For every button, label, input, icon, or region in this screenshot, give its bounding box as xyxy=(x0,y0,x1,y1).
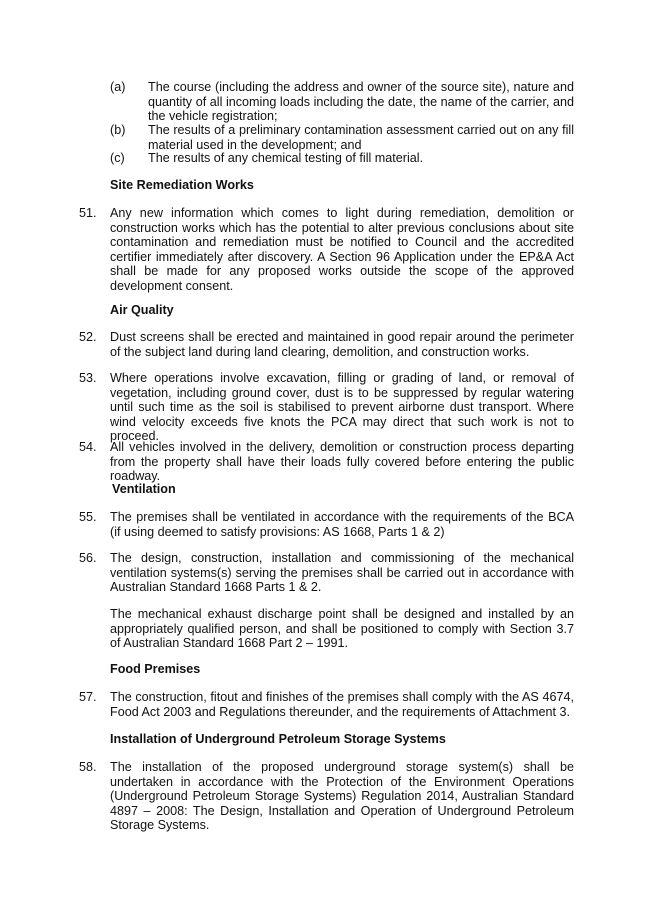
condition-number-57: 57. xyxy=(79,690,97,704)
condition-number-55: 55. xyxy=(79,510,97,524)
condition-number-58: 58. xyxy=(79,760,97,774)
heading-food-premises: Food Premises xyxy=(110,662,201,676)
sublist-label-c: (c) xyxy=(110,151,125,165)
condition-52-text: Dust screens shall be erected and maintained in good repair around the perimeter of the subject land during land clearing, demolition, and construction works. xyxy=(110,330,574,359)
condition-55-text: The premises shall be ventilated in accordance with the requirements of the BCA (if using deemed to satisfy provisions: AS 1668, Parts 1 & 2) xyxy=(110,510,574,539)
heading-ventilation: Ventilation xyxy=(112,482,176,496)
sublist-item-b: The results of a preliminary contamination assessment carried out on any fill material used in the development; and xyxy=(148,123,574,152)
sublist-item-c: The results of any chemical testing of fill material. xyxy=(148,151,424,165)
heading-air-quality: Air Quality xyxy=(110,303,174,317)
condition-53-text: Where operations involve excavation, filling or grading of land, or removal of vegetation, including ground cover, dust is to be suppressed by regular watering until such time as the soil is stabilised to prevent airborne dust transport. Where wind velocity exceeds five knots the PCA may direct that such work is not to proceed. xyxy=(110,371,574,444)
condition-number-51: 51. xyxy=(79,206,97,220)
condition-56-text: The design, construction, installation and commissioning of the mechanical ventilation systems(s) serving the premises shall be carried out in accordance with Australian Standard 1668 Parts 1 & 2. xyxy=(110,551,574,595)
condition-51-text: Any new information which comes to light during remediation, demolition or construction works which has the potential to alter previous conclusions about site contamination and remediation must be notified to Council and the accredited certifier immediately after discovery. A Section 96 Application under the EP&A Act shall be made for any proposed works outside the scope of the approved development consent. xyxy=(110,206,574,293)
condition-58-text: The installation of the proposed underground storage system(s) shall be undertaken in accordance with the Protection of the Environment Operations (Underground Petroleum Storage Systems) Regulation 2014, Australian Standard 4897 – 2008: The Design, Installation and Operation of Underground Petroleum Storage Systems. xyxy=(110,760,574,833)
heading-site-remediation: Site Remediation Works xyxy=(110,178,254,192)
condition-number-54: 54. xyxy=(79,440,97,454)
condition-number-53: 53. xyxy=(79,371,97,385)
sublist-label-a: (a) xyxy=(110,80,126,94)
condition-56-text-2: The mechanical exhaust discharge point shall be designed and installed by an appropriately qualified person, and shall be positioned to comply with Section 3.7 of Australian Standard 1668 Part 2 – 1991. xyxy=(110,607,574,651)
sublist-item-a: The course (including the address and owner of the source site), nature and quantity of all incoming loads including the date, the name of the carrier, and the vehicle registration; xyxy=(148,80,574,124)
condition-number-56: 56. xyxy=(79,551,97,565)
sublist-label-b: (b) xyxy=(110,123,126,137)
heading-underground-storage: Installation of Underground Petroleum Storage Systems xyxy=(110,732,446,746)
condition-54-text: All vehicles involved in the delivery, demolition or construction process departing from the property shall have their loads fully covered before entering the public roadway. xyxy=(110,440,574,484)
condition-number-52: 52. xyxy=(79,330,97,344)
condition-57-text: The construction, fitout and finishes of the premises shall comply with the AS 4674, Food Act 2003 and Regulations thereunder, and the requirements of Attachment 3. xyxy=(110,690,574,719)
